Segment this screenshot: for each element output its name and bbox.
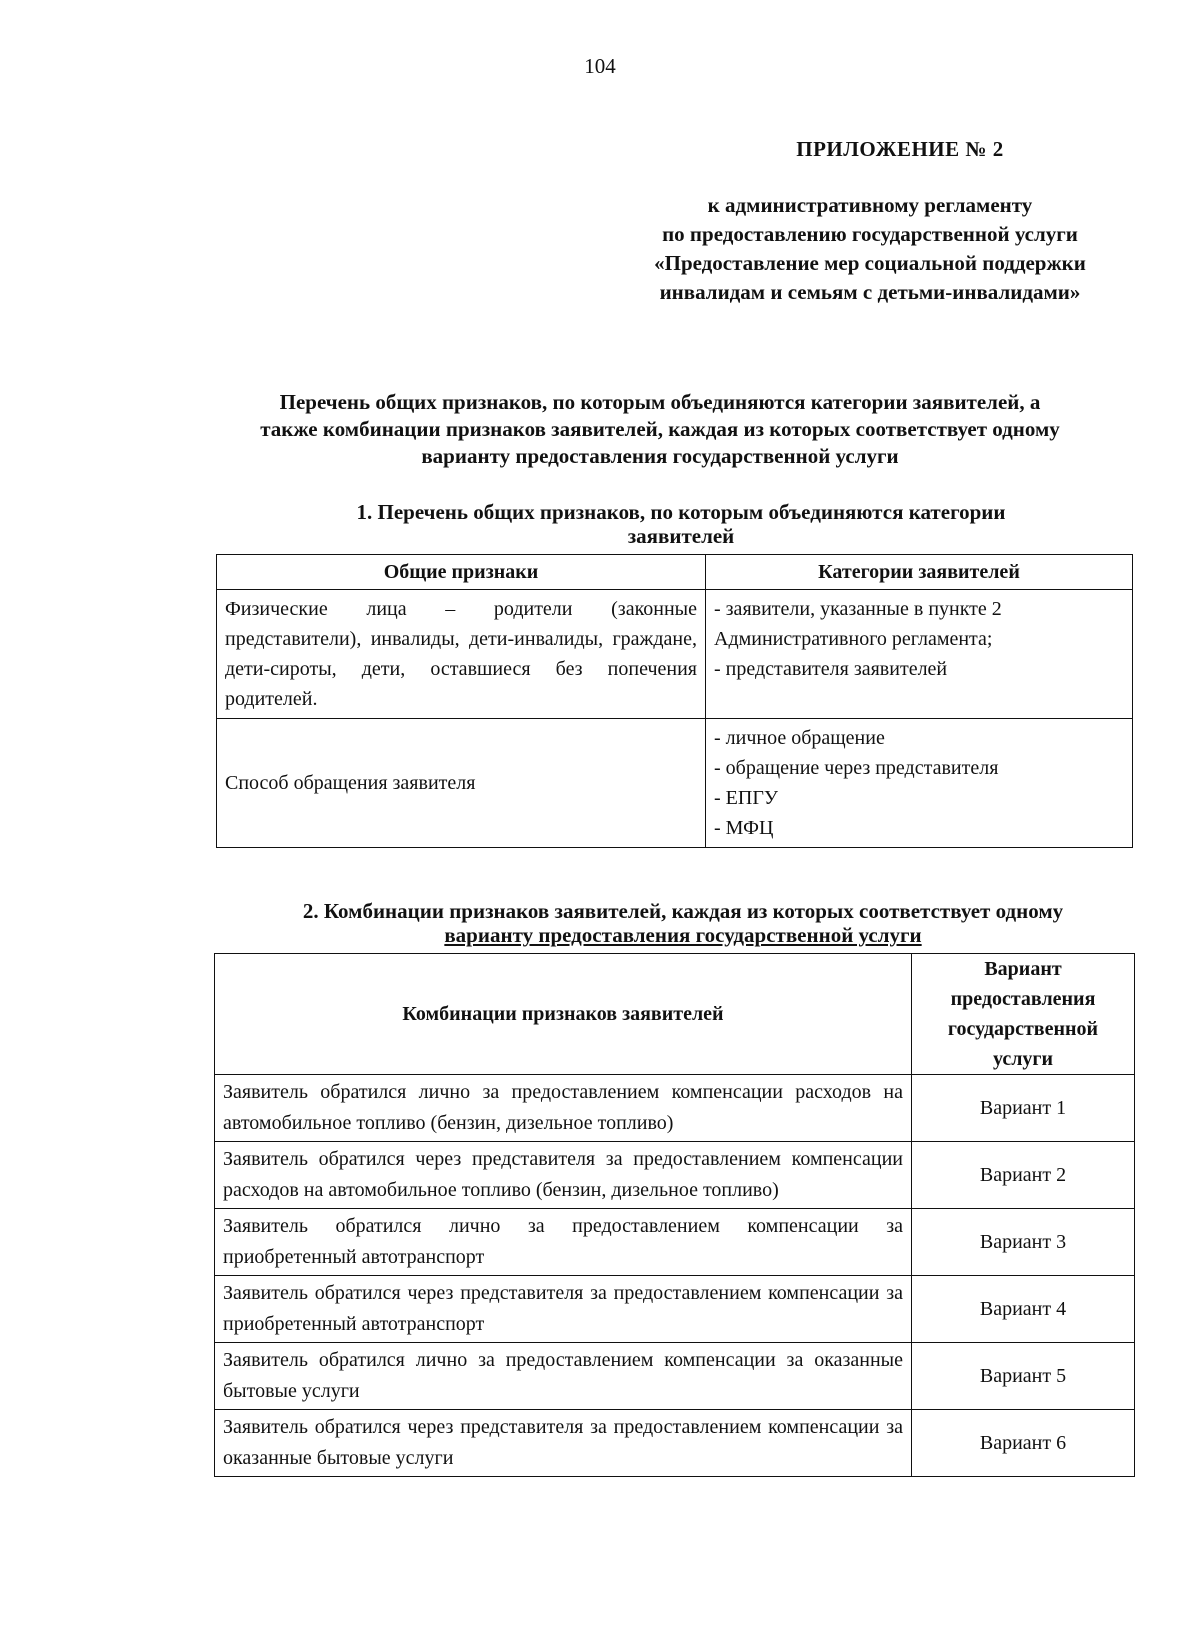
category-item: - личное обращение: [714, 727, 885, 749]
header-general-features: Общие признаки: [217, 555, 706, 590]
section1-title: [296, 500, 1066, 548]
category-item: - обращение через представителя: [714, 757, 999, 779]
appendix-subtitle-line: «Предоставление мер социальной поддержки: [654, 251, 1086, 275]
category-item: Административного регламента;: [714, 628, 993, 650]
table-header-row: [215, 954, 1135, 1075]
header-combinations: Комбинации признаков заявителей: [215, 954, 912, 1075]
table-header-row: [217, 555, 1133, 590]
section1-title-line: заявителей: [627, 524, 735, 548]
combination-cell: Заявитель обратился через представителя за предоставлением компенсации расходов на автомобильное топливо (бензин, дизельное топливо): [215, 1142, 912, 1209]
feature-cell: Способ обращения заявителя: [217, 719, 706, 848]
main-heading-line: Перечень общих признаков, по которым объединяются категории заявителей, а: [279, 390, 1041, 414]
table-row: [215, 1209, 1135, 1276]
table-row: [215, 1276, 1135, 1343]
table-row: [215, 1410, 1135, 1477]
section1-table: [216, 554, 1133, 848]
category-item: - МФЦ: [714, 817, 774, 839]
table-row: [215, 1075, 1135, 1142]
table-row: [215, 1343, 1135, 1410]
section2-title-line: 2. Комбинации признаков заявителей, каждая из которых соответствует одному: [302, 899, 1064, 923]
main-heading-line: варианту предоставления государственной услуги: [421, 444, 899, 468]
section2-title-line: варианту предоставления государственной услуги: [444, 923, 922, 947]
category-item: - заявители, указанные в пункте 2: [714, 598, 1002, 620]
variant-cell: Вариант 1: [912, 1075, 1135, 1142]
combination-cell: Заявитель обратился лично за предоставлением компенсации за приобретенный автотранспорт: [215, 1209, 912, 1276]
combination-cell: Заявитель обратился через представителя за предоставлением компенсации за приобретенный автотранспорт: [215, 1276, 912, 1343]
category-item: - представителя заявителей: [714, 658, 948, 680]
table-row: [215, 1142, 1135, 1209]
categories-cell: [706, 590, 1133, 719]
categories-cell: [706, 719, 1133, 848]
variant-cell: Вариант 4: [912, 1276, 1135, 1343]
appendix-subtitle-line: инвалидам и семьям с детьми-инвалидами»: [659, 280, 1081, 304]
feature-cell: Физические лица – родители (законные представители), инвалиды, дети-инвалиды, граждане, дети-сироты, дети, оставшиеся без попечения родителей.: [217, 590, 706, 719]
appendix-title: ПРИЛОЖЕНИЕ № 2: [796, 137, 1004, 161]
appendix-subtitle: [590, 191, 1150, 307]
main-heading-line: также комбинации признаков заявителей, каждая из которых соответствует одному: [260, 417, 1060, 441]
variant-cell: Вариант 3: [912, 1209, 1135, 1276]
appendix-subtitle-line: по предоставлению государственной услуги: [662, 222, 1078, 246]
category-item: - ЕПГУ: [714, 787, 779, 809]
section1-title-line: 1. Перечень общих признаков, по которым объединяются категории: [356, 500, 1006, 524]
combination-cell: Заявитель обратился через представителя за предоставлением компенсации за оказанные бытовые услуги: [215, 1410, 912, 1477]
combination-cell: Заявитель обратился лично за предоставлением компенсации за оказанные бытовые услуги: [215, 1343, 912, 1410]
section2-table: [214, 953, 1135, 1477]
page-number: 104: [584, 54, 616, 78]
variant-cell: Вариант 2: [912, 1142, 1135, 1209]
main-heading: [200, 389, 1120, 470]
table-row: [217, 590, 1133, 719]
table-row: [217, 719, 1133, 848]
variant-cell: Вариант 6: [912, 1410, 1135, 1477]
header-variant: Вариант предоставления государственной услуги: [912, 954, 1135, 1075]
combination-cell: Заявитель обратился лично за предоставлением компенсации расходов на автомобильное топливо (бензин, дизельное топливо): [215, 1075, 912, 1142]
variant-cell: Вариант 5: [912, 1343, 1135, 1410]
section2-title: [248, 899, 1118, 947]
header-applicant-categories: Категории заявителей: [706, 555, 1133, 590]
appendix-subtitle-line: к административному регламенту: [707, 193, 1033, 217]
